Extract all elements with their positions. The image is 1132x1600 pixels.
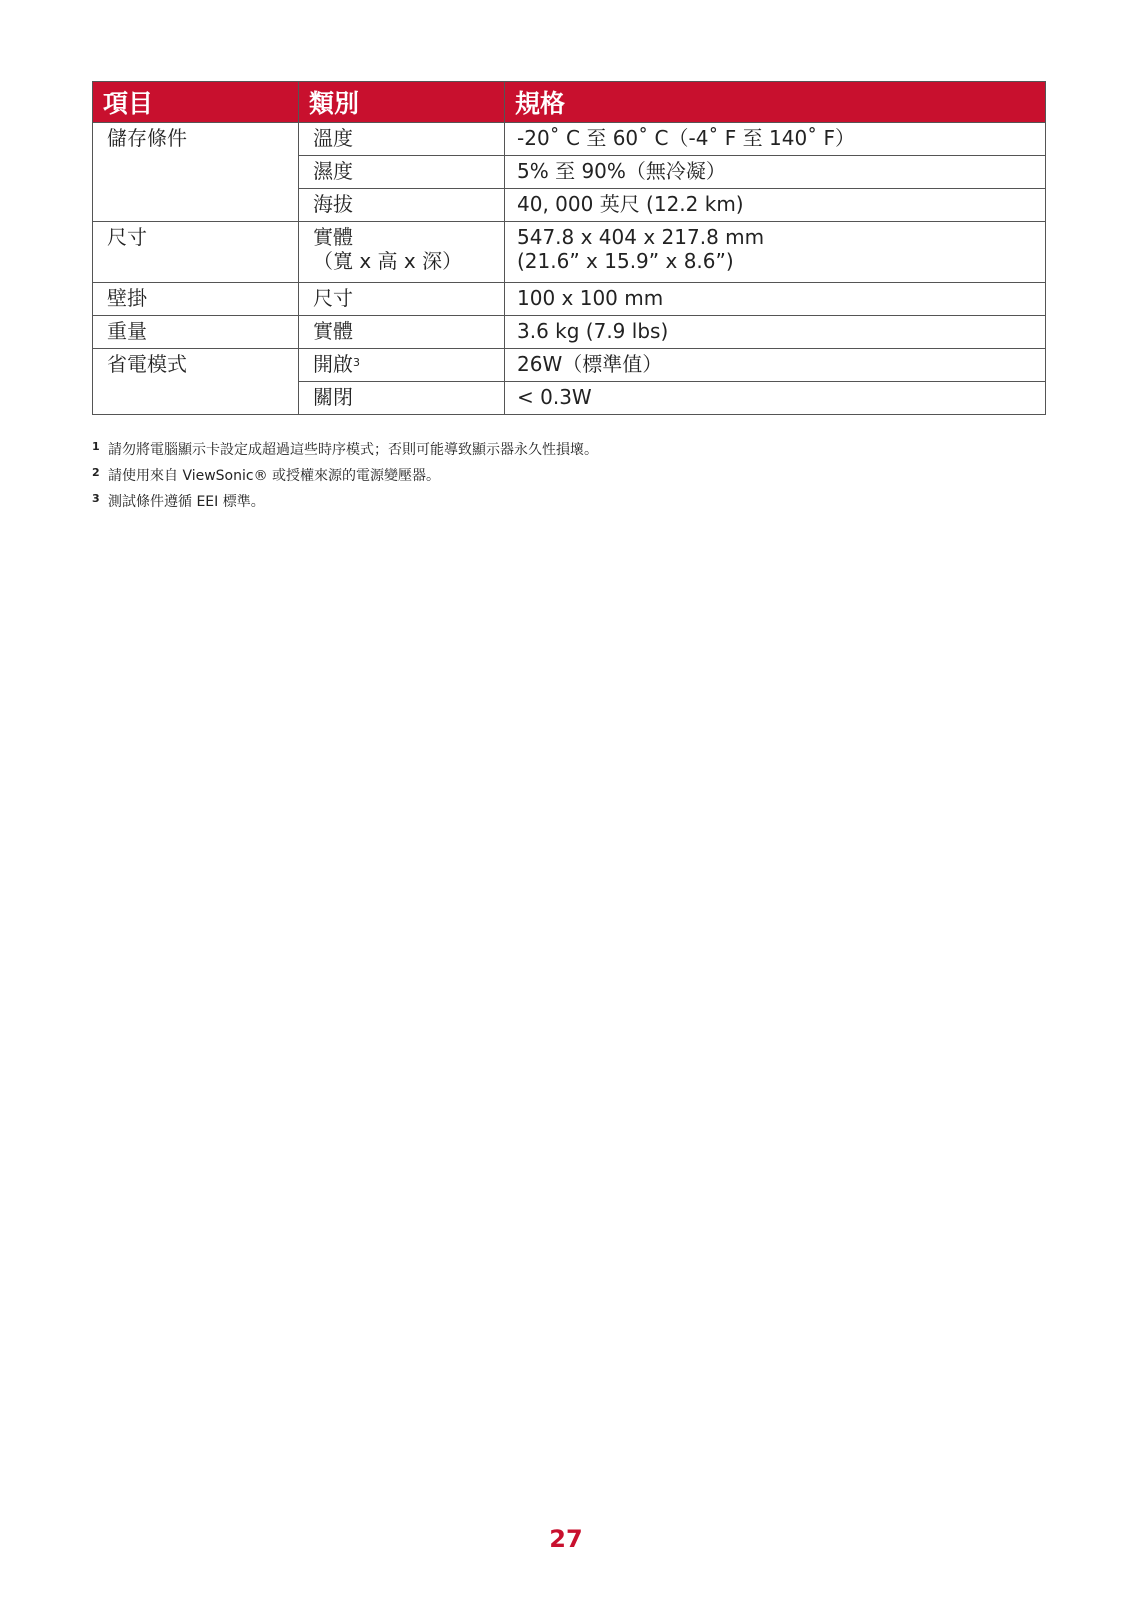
table-row xyxy=(93,156,1046,189)
cell-spec: 100 x 100 mm xyxy=(505,283,1046,316)
footnotes xyxy=(92,440,992,518)
table-row xyxy=(93,316,1046,349)
table-row xyxy=(93,283,1046,316)
page-number: 27 xyxy=(549,1525,583,1553)
table-row xyxy=(93,123,1046,156)
footnote-number: 1 xyxy=(92,440,100,453)
cell-category: 溫度 xyxy=(299,123,505,156)
footnote-text: 測試條件遵循 EEI 標準。 xyxy=(108,494,265,510)
cell-category: 濕度 xyxy=(299,156,505,189)
cell-category: 實體 xyxy=(299,316,505,349)
cell-category: 關閉 xyxy=(299,382,505,415)
footnote-text: 請使用來自 ViewSonic® 或授權來源的電源變壓器。 xyxy=(108,468,441,484)
cell-spec-sub: (21.6” x 15.9” x 8.6”) xyxy=(517,249,734,273)
footnote-ref: 3 xyxy=(353,356,360,369)
cell-spec: 40, 000 英尺 (12.2 km) xyxy=(505,189,1046,222)
table-row xyxy=(93,222,1046,283)
footnote-text: 請勿將電腦顯示卡設定成超過這些時序模式；否則可能導致顯示器永久性損壞。 xyxy=(108,442,598,458)
header-spec: 規格 xyxy=(505,82,1046,123)
cell-spec xyxy=(505,222,1046,283)
cell-category-main: 實體 xyxy=(313,225,353,249)
cell-spec: < 0.3W xyxy=(505,382,1046,415)
header-category: 類別 xyxy=(299,82,505,123)
cell-category-main: 開啟 xyxy=(313,352,353,376)
footnote xyxy=(92,466,992,492)
cell-item xyxy=(93,382,299,415)
cell-category: 尺寸 xyxy=(299,283,505,316)
cell-spec-main: 547.8 x 404 x 217.8 mm xyxy=(517,225,765,249)
cell-category xyxy=(299,349,505,382)
cell-item: 省電模式 xyxy=(93,349,299,382)
cell-item xyxy=(93,189,299,222)
cell-category: 海拔 xyxy=(299,189,505,222)
cell-spec: 26W（標準值） xyxy=(505,349,1046,382)
cell-item: 重量 xyxy=(93,316,299,349)
footnote-number: 3 xyxy=(92,492,100,505)
footnote xyxy=(92,440,992,466)
cell-item: 儲存條件 xyxy=(93,123,299,156)
cell-item: 壁掛 xyxy=(93,283,299,316)
cell-spec: -20˚ C 至 60˚ C（-4˚ F 至 140˚ F） xyxy=(505,123,1046,156)
cell-category-sub: （寬 x 高 x 深） xyxy=(313,249,463,273)
cell-spec: 3.6 kg (7.9 lbs) xyxy=(505,316,1046,349)
table-row xyxy=(93,189,1046,222)
spec-table xyxy=(92,81,1046,415)
table-row xyxy=(93,382,1046,415)
cell-spec: 5% 至 90%（無冷凝） xyxy=(505,156,1046,189)
cell-category xyxy=(299,222,505,283)
footnote-number: 2 xyxy=(92,466,100,479)
footnote xyxy=(92,492,992,518)
header-item: 項目 xyxy=(93,82,299,123)
table-row xyxy=(93,349,1046,382)
cell-item xyxy=(93,156,299,189)
cell-item: 尺寸 xyxy=(93,222,299,283)
table-header-row xyxy=(93,82,1046,123)
